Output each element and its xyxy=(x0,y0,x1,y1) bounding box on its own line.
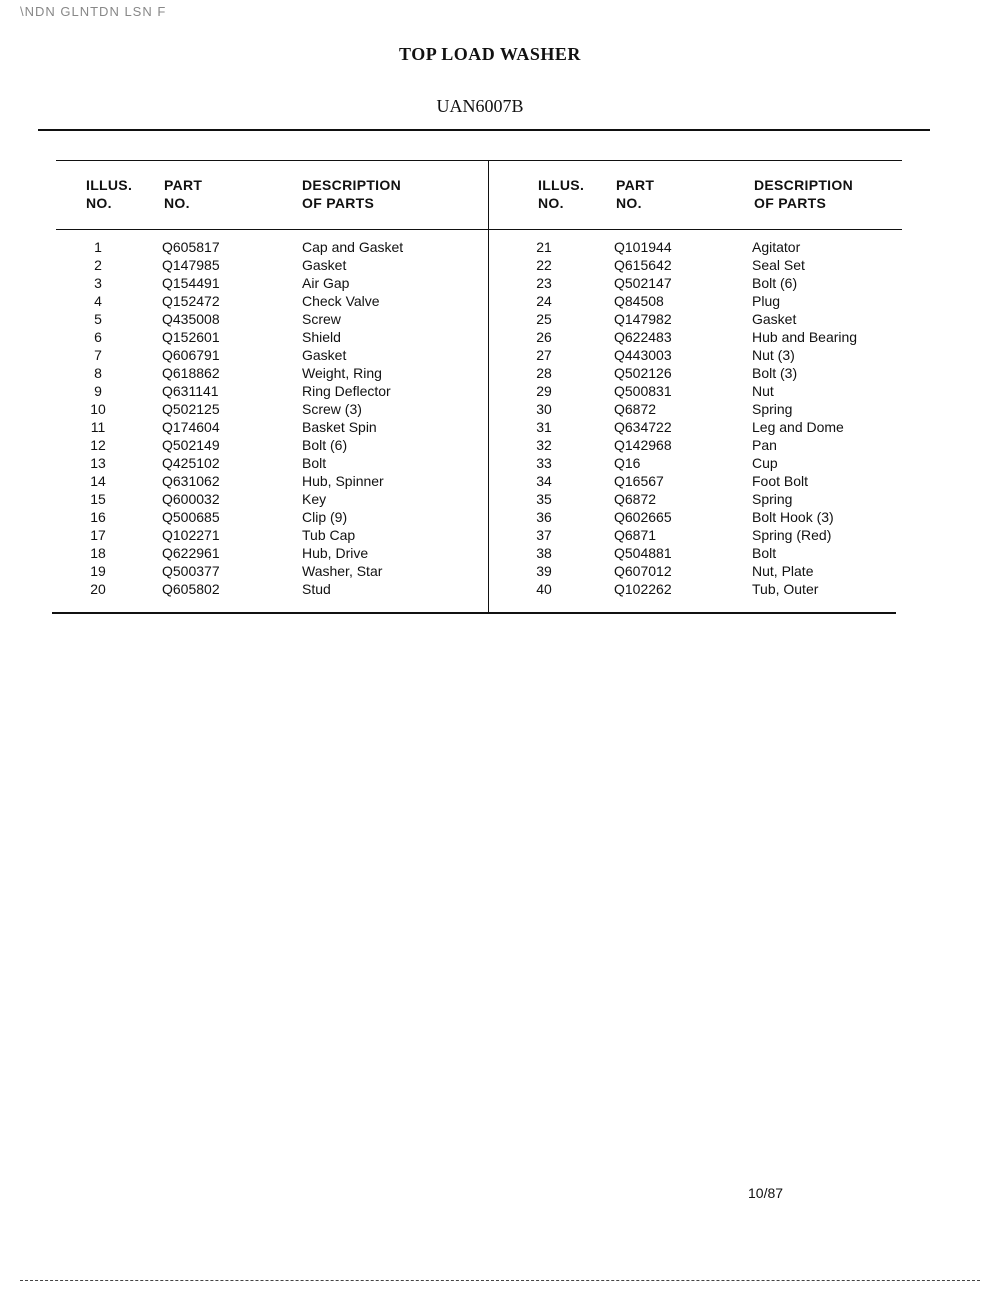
part-no-cell: Q16 xyxy=(614,455,641,471)
description-cell: Gasket xyxy=(302,257,347,273)
description-cell: Weight, Ring xyxy=(302,365,382,381)
description-cell: Ring Deflector xyxy=(302,383,391,399)
table-row xyxy=(56,454,902,472)
page-title: TOP LOAD WASHER xyxy=(399,44,581,64)
illus-no-cell: 39 xyxy=(536,563,552,579)
illus-no-cell: 40 xyxy=(536,581,552,597)
illus-no-cell: 6 xyxy=(94,329,102,345)
description-cell: Shield xyxy=(302,329,341,345)
part-no-cell: Q84508 xyxy=(614,293,664,309)
table-top-border xyxy=(56,160,902,161)
description-cell: Seal Set xyxy=(752,257,805,273)
part-no-cell: Q631062 xyxy=(162,473,220,489)
table-row xyxy=(56,382,902,400)
table-row xyxy=(56,256,902,274)
illus-no-cell: 19 xyxy=(90,563,106,579)
part-no-cell: Q605802 xyxy=(162,581,220,597)
part-no-cell: Q500377 xyxy=(162,563,220,579)
part-no-cell: Q634722 xyxy=(614,419,672,435)
part-no-cell: Q502149 xyxy=(162,437,220,453)
illus-no-cell: 11 xyxy=(90,419,106,435)
description-cell: Bolt (3) xyxy=(752,365,798,381)
table-row xyxy=(56,292,902,310)
description-cell: Agitator xyxy=(752,239,801,255)
illus-no-cell: 24 xyxy=(536,293,552,309)
description-cell: Nut, Plate xyxy=(752,563,814,579)
description-cell: Hub, Spinner xyxy=(302,473,384,489)
description-cell: Stud xyxy=(302,581,331,597)
part-no-cell: Q6872 xyxy=(614,491,657,507)
part-no-cell: Q622961 xyxy=(162,545,220,561)
table-row xyxy=(56,418,902,436)
model-number: UAN6007B xyxy=(436,96,524,116)
table-row xyxy=(56,580,902,598)
part-no-cell: Q174604 xyxy=(162,419,220,435)
header-desc-left: DESCRIPTION OF PARTS xyxy=(302,177,401,211)
description-cell: Gasket xyxy=(302,347,347,363)
illus-no-cell: 3 xyxy=(94,275,102,291)
part-no-cell: Q152472 xyxy=(162,293,220,309)
illus-no-cell: 20 xyxy=(90,581,106,597)
illus-no-cell: 13 xyxy=(90,455,106,471)
description-cell: Spring xyxy=(752,491,793,507)
description-cell: Bolt (6) xyxy=(302,437,348,453)
part-no-cell: Q147982 xyxy=(614,311,672,327)
illus-no-cell: 25 xyxy=(536,311,552,327)
description-cell: Tub, Outer xyxy=(752,581,819,597)
illus-no-cell: 15 xyxy=(90,491,106,507)
part-no-cell: Q16567 xyxy=(614,473,664,489)
title-rule xyxy=(38,129,930,131)
illus-no-cell: 30 xyxy=(536,401,552,417)
illus-no-cell: 38 xyxy=(536,545,552,561)
part-no-cell: Q615642 xyxy=(614,257,672,273)
description-cell: Plug xyxy=(752,293,781,309)
description-cell: Air Gap xyxy=(302,275,350,291)
illus-no-cell: 7 xyxy=(94,347,102,363)
description-cell: Pan xyxy=(752,437,777,453)
part-no-cell: Q502125 xyxy=(162,401,220,417)
part-no-cell: Q500685 xyxy=(162,509,220,525)
illus-no-cell: 18 xyxy=(90,545,106,561)
illus-no-cell: 26 xyxy=(536,329,552,345)
description-cell: Nut (3) xyxy=(752,347,795,363)
table-row xyxy=(56,364,902,382)
table-row xyxy=(56,346,902,364)
part-no-cell: Q605817 xyxy=(162,239,220,255)
description-cell: Tub Cap xyxy=(302,527,356,543)
illus-no-cell: 4 xyxy=(94,293,102,309)
part-no-cell: Q600032 xyxy=(162,491,220,507)
header-fragment: \NDN GLNTDN LSN F xyxy=(20,4,167,19)
illus-no-cell: 28 xyxy=(536,365,552,381)
description-cell: Foot Bolt xyxy=(752,473,809,489)
part-no-cell: Q147985 xyxy=(162,257,220,273)
header-part-left: PART NO. xyxy=(164,177,203,211)
illus-no-cell: 14 xyxy=(90,473,106,489)
table-row xyxy=(56,400,902,418)
illus-no-cell: 8 xyxy=(94,365,102,381)
description-cell: Hub and Bearing xyxy=(752,329,858,345)
description-cell: Cup xyxy=(752,455,778,471)
part-no-cell: Q606791 xyxy=(162,347,220,363)
description-cell: Basket Spin xyxy=(302,419,377,435)
illus-no-cell: 29 xyxy=(536,383,552,399)
part-no-cell: Q502147 xyxy=(614,275,672,291)
illus-no-cell: 31 xyxy=(536,419,552,435)
table-row xyxy=(56,526,902,544)
table-row xyxy=(56,274,902,292)
part-no-cell: Q607012 xyxy=(614,563,672,579)
header-illus-right: ILLUS. NO. xyxy=(538,177,585,211)
table-bottom-border xyxy=(52,612,896,614)
illus-no-cell: 9 xyxy=(94,383,102,399)
header-part-right: PART NO. xyxy=(616,177,655,211)
description-cell: Screw (3) xyxy=(302,401,362,417)
part-no-cell: Q622483 xyxy=(614,329,672,345)
illus-no-cell: 27 xyxy=(536,347,552,363)
illus-no-cell: 22 xyxy=(536,257,552,273)
description-cell: Cap and Gasket xyxy=(302,239,404,255)
header-desc-right: DESCRIPTION OF PARTS xyxy=(754,177,853,211)
part-no-cell: Q101944 xyxy=(614,239,672,255)
part-no-cell: Q154491 xyxy=(162,275,220,291)
header-illus-left: ILLUS. NO. xyxy=(86,177,133,211)
description-cell: Gasket xyxy=(752,311,797,327)
illus-no-cell: 16 xyxy=(90,509,106,525)
illus-no-cell: 2 xyxy=(94,257,102,273)
part-no-cell: Q631141 xyxy=(162,383,219,399)
illus-no-cell: 33 xyxy=(536,455,552,471)
table-row xyxy=(56,544,902,562)
illus-no-cell: 17 xyxy=(90,527,106,543)
illus-no-cell: 32 xyxy=(536,437,552,453)
bottom-rule xyxy=(20,1280,980,1281)
illus-no-cell: 37 xyxy=(536,527,552,543)
description-cell: Nut xyxy=(752,383,774,399)
description-cell: Bolt Hook (3) xyxy=(752,509,834,525)
description-cell: Bolt xyxy=(302,455,327,471)
footer-date: 10/87 xyxy=(748,1185,784,1201)
illus-no-cell: 34 xyxy=(536,473,552,489)
part-no-cell: Q504881 xyxy=(614,545,672,561)
table-row xyxy=(56,562,902,580)
part-no-cell: Q435008 xyxy=(162,311,220,327)
part-no-cell: Q102271 xyxy=(162,527,220,543)
table-row xyxy=(56,490,902,508)
part-no-cell: Q443003 xyxy=(614,347,672,363)
illus-no-cell: 12 xyxy=(90,437,106,453)
illus-no-cell: 23 xyxy=(536,275,552,291)
description-cell: Check Valve xyxy=(302,293,380,309)
description-cell: Bolt (6) xyxy=(752,275,798,291)
part-no-cell: Q602665 xyxy=(614,509,672,525)
table-row xyxy=(56,238,902,256)
table-row xyxy=(56,436,902,454)
description-cell: Screw xyxy=(302,311,341,327)
illus-no-cell: 21 xyxy=(536,239,552,255)
description-cell: Spring (Red) xyxy=(752,527,832,543)
description-cell: Spring xyxy=(752,401,793,417)
table-row xyxy=(56,472,902,490)
part-no-cell: Q152601 xyxy=(162,329,220,345)
table-row xyxy=(56,508,902,526)
part-no-cell: Q6871 xyxy=(614,527,657,543)
part-no-cell: Q6872 xyxy=(614,401,657,417)
illus-no-cell: 10 xyxy=(90,401,106,417)
illus-no-cell: 35 xyxy=(536,491,552,507)
part-no-cell: Q102262 xyxy=(614,581,672,597)
description-cell: Hub, Drive xyxy=(302,545,369,561)
table-row xyxy=(56,328,902,346)
table-header-border xyxy=(56,229,902,230)
illus-no-cell: 5 xyxy=(94,311,102,327)
table-row xyxy=(56,310,902,328)
part-no-cell: Q425102 xyxy=(162,455,220,471)
illus-no-cell: 36 xyxy=(536,509,552,525)
part-no-cell: Q618862 xyxy=(162,365,220,381)
description-cell: Leg and Dome xyxy=(752,419,844,435)
part-no-cell: Q502126 xyxy=(614,365,672,381)
description-cell: Washer, Star xyxy=(302,563,383,579)
description-cell: Bolt xyxy=(752,545,777,561)
description-cell: Key xyxy=(302,491,327,507)
part-no-cell: Q142968 xyxy=(614,437,672,453)
description-cell: Clip (9) xyxy=(302,509,348,525)
illus-no-cell: 1 xyxy=(94,239,102,255)
part-no-cell: Q500831 xyxy=(614,383,672,399)
